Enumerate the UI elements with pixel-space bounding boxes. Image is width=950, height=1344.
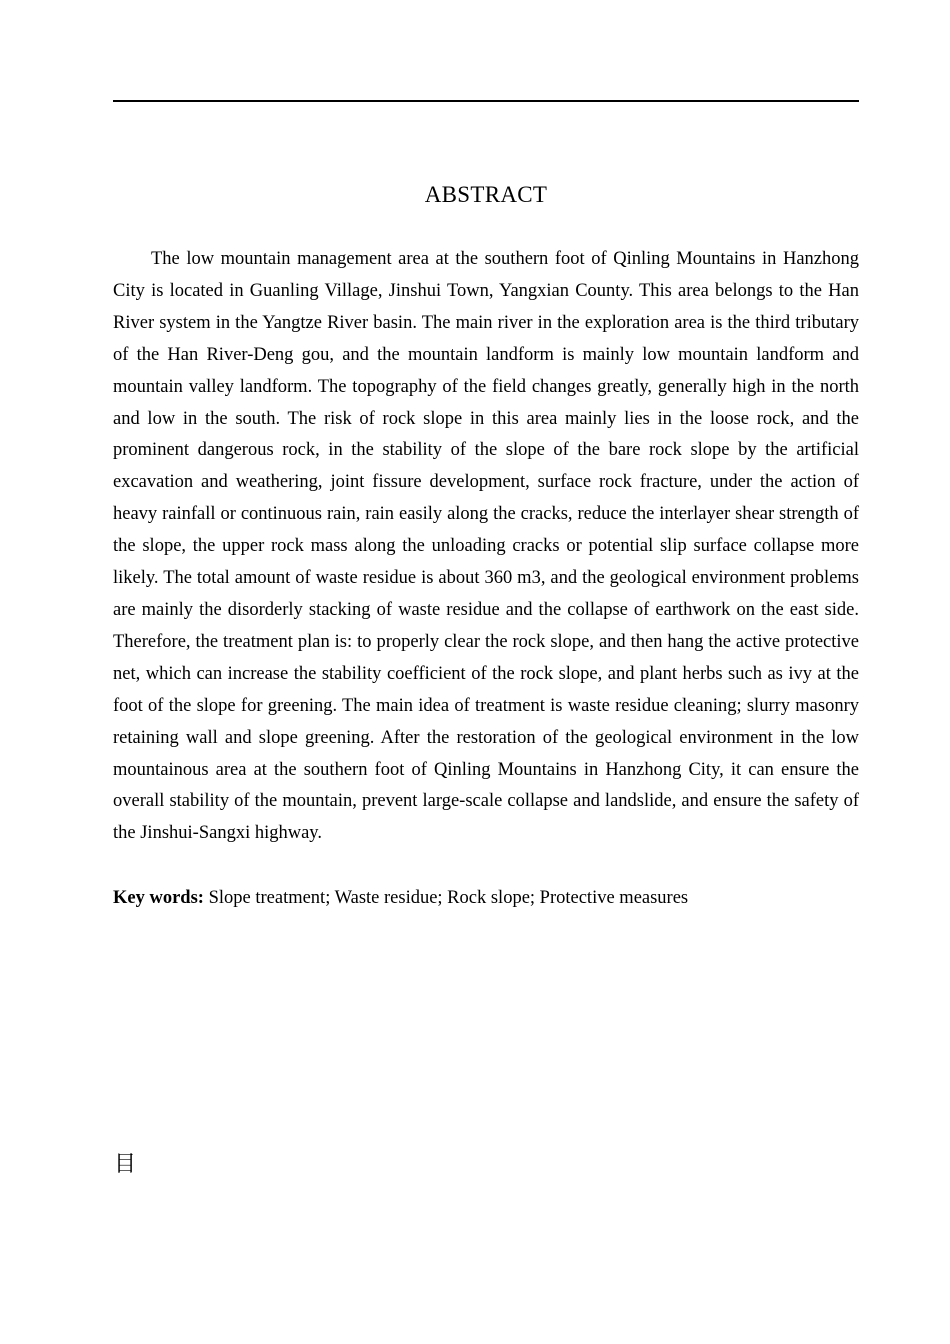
keywords-line [113, 883, 859, 915]
header-rule [113, 100, 859, 102]
keywords-text: Slope treatment; Waste residue; Rock slope; Protective measures [203, 888, 689, 908]
abstract-paragraph: The low mountain management area at the southern foot of Qinling Mountains in Hanzhong City is located in Guanling Village, Jinshui Town, Yangxian County. This area belongs to the Han River system in the Yangtze River basin. The main river in the exploration area is the third tributary of the Han River-Deng gou, and the mountain landform is mainly low mountain landform and mountain valley landform. The topography of the field changes greatly, generally high in the north and low in the south. The risk of rock slope in this area mainly lies in the loose rock, and the prominent dangerous rock, in the stability of the slope of the bare rock slope by the artificial excavation and weathering, joint fissure development, surface rock fracture, under the action of heavy rainfall or continuous rain, rain easily along the cracks, reduce the interlayer shear strength of the slope, the upper rock mass along the unloading cracks or potential slip surface collapse more likely. The total amount of waste residue is about 360 m3, and the geological environment problems are mainly the disorderly stacking of waste residue and the collapse of earthwork on the east side. Therefore, the treatment plan is: to properly clear the rock slope, and then hang the active protective net, which can increase the stability coefficient of the rock slope, and plant herbs such as ivy at the foot of the slope for greening. The main idea of treatment is waste residue cleaning; slurry masonry retaining wall and slope greening. After the restoration of the geological environment in the low mountainous area at the southern foot of Qinling Mountains in Hanzhong City, it can ensure the overall stability of the mountain, prevent large-scale collapse and landslide, and ensure the safety of the Jinshui-Sangxi highway. [113, 249, 859, 844]
abstract-title: ABSTRACT [424, 182, 548, 207]
table-of-contents-heading-fragment: 目 [114, 1152, 137, 1177]
keywords-label: Key words: [113, 888, 204, 908]
